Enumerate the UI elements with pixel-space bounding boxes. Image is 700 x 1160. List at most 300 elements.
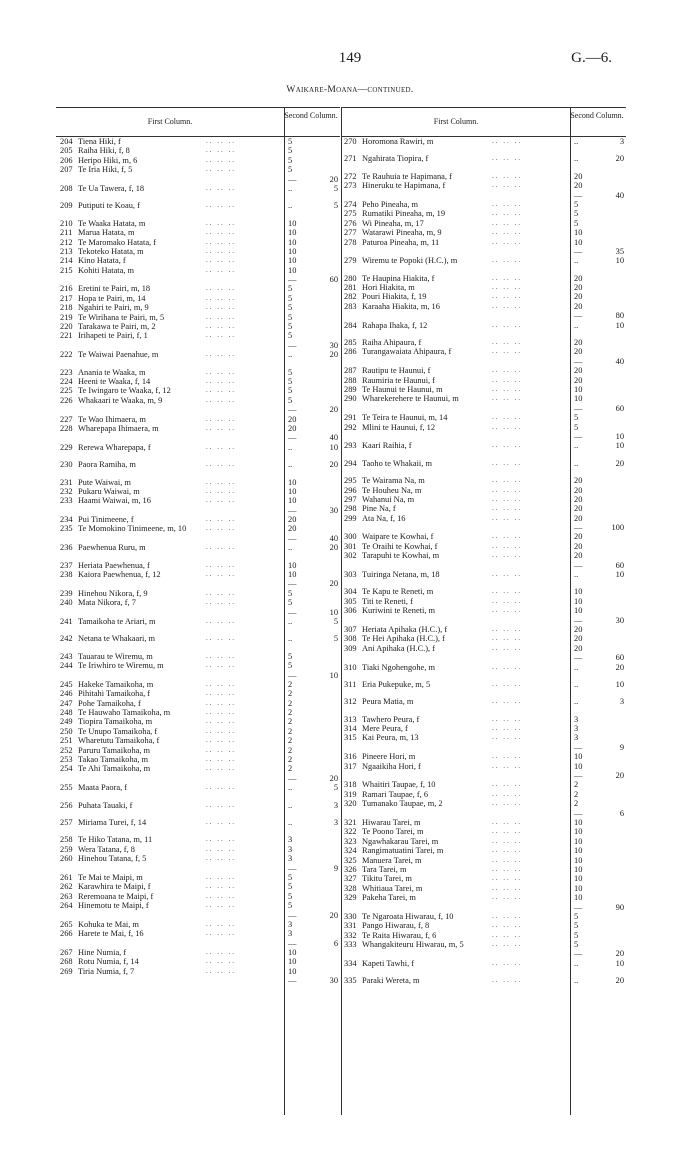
- entry-share: 5: [288, 303, 293, 313]
- group-total: 30: [329, 976, 338, 986]
- leader-dots: .. .. ..: [206, 146, 236, 155]
- table-row: [56, 294, 340, 303]
- entry-number: 291: [344, 413, 357, 423]
- entry-number: 240: [60, 598, 73, 608]
- entry-name: Hinemotu te Maipi, f: [78, 901, 149, 911]
- table-row: [56, 238, 340, 247]
- entry-share: 2: [288, 745, 293, 755]
- entry-share: ..: [574, 320, 579, 330]
- entry-name: Ani Apihaka (H.C.), f: [362, 643, 436, 653]
- leader-dots: .. .. ..: [492, 976, 522, 985]
- table-row: [342, 209, 626, 218]
- entry-share: 20: [574, 292, 583, 302]
- entry-number: 300: [344, 532, 357, 542]
- entry-number: 217: [60, 293, 73, 303]
- subtotal-row: [342, 247, 626, 256]
- leader-dots: .. .. ..: [206, 698, 236, 707]
- entry-name: Puhata Tauaki, f: [78, 800, 133, 810]
- table-row: [342, 634, 626, 643]
- table-row: [342, 154, 626, 163]
- entry-number: 226: [60, 395, 73, 405]
- group-total: 10: [615, 679, 624, 689]
- table-row: [56, 201, 340, 210]
- table-row: [342, 321, 626, 330]
- entry-number: 307: [344, 624, 357, 634]
- subtotal-rule: —: [288, 405, 297, 415]
- group-total: 100: [611, 523, 624, 533]
- entry-number: 328: [344, 883, 357, 893]
- entry-name: Tauarau te Wiremu, m: [78, 651, 153, 661]
- table-row: [342, 752, 626, 761]
- group-total: 6: [619, 808, 624, 818]
- leader-dots: .. .. ..: [206, 423, 236, 432]
- table-row: [342, 940, 626, 949]
- leader-dots: .. .. ..: [206, 201, 236, 210]
- table-row: [342, 495, 626, 504]
- table-row: [56, 699, 340, 708]
- entry-share: 5: [288, 331, 293, 341]
- spacer: [342, 672, 626, 680]
- leader-dots: .. .. ..: [206, 376, 236, 385]
- entry-number: 250: [60, 726, 73, 736]
- table-row: [56, 957, 340, 966]
- table-row: [56, 736, 340, 745]
- leader-dots: .. .. ..: [492, 893, 522, 902]
- entry-share: 2: [574, 780, 579, 790]
- spacer: [342, 146, 626, 154]
- entry-share: 20: [574, 485, 583, 495]
- group-total: 5: [333, 201, 338, 211]
- entry-share: 10: [288, 486, 297, 496]
- leader-dots: .. .. ..: [206, 844, 236, 853]
- entry-name: Takao Tamaikoha, m: [78, 755, 149, 765]
- entry-name: Wi Pineaha, m, 17: [362, 218, 424, 228]
- table-row: [56, 524, 340, 533]
- section-subtitle: Waikare-Moana—continued.: [286, 85, 414, 95]
- table-row: [342, 200, 626, 209]
- group-total: 3: [333, 800, 338, 810]
- entry-share: 10: [288, 256, 297, 266]
- table-row: [342, 818, 626, 827]
- table-row: [56, 661, 340, 670]
- leader-dots: .. .. ..: [206, 331, 236, 340]
- subtotal-row: [56, 534, 340, 543]
- entry-name: Te Hei Apihaka (H.C.), f: [362, 634, 445, 644]
- entry-name: Netana te Whakaari, m: [78, 634, 156, 644]
- table-row: [56, 350, 340, 359]
- entry-share: 3: [288, 835, 293, 845]
- entry-number: 331: [344, 921, 357, 931]
- leader-dots: .. .. ..: [206, 560, 236, 569]
- entry-number: 257: [60, 818, 73, 827]
- entry-share: ..: [574, 976, 579, 986]
- entry-share: 2: [288, 736, 293, 746]
- entry-number: 218: [60, 303, 73, 313]
- leader-dots: .. .. ..: [206, 764, 236, 773]
- entry-name: Te Haupina Hiakita, f: [362, 273, 435, 283]
- entry-name: Miriama Turei, f, 14: [78, 818, 147, 827]
- subtotal-rule: —: [574, 246, 583, 256]
- group-total: 10: [615, 570, 624, 580]
- header-first-column: First Column.: [433, 117, 479, 126]
- entry-share: ..: [574, 154, 579, 164]
- group-total: 20: [615, 458, 624, 468]
- table-row: [342, 376, 626, 385]
- leader-dots: .. .. ..: [206, 872, 236, 881]
- entry-share: 2: [288, 755, 293, 765]
- leader-dots: .. .. ..: [492, 697, 522, 706]
- entry-share: ..: [574, 697, 579, 707]
- subtotal-rule: —: [288, 174, 297, 184]
- entry-name: Te Raita Hiwarau, f, 6: [362, 930, 437, 940]
- entry-name: Tarakawa te Pairi, m, 2: [78, 322, 156, 332]
- subtotal-row: [56, 939, 340, 948]
- entry-name: Pui Tinimeene, f: [78, 515, 134, 525]
- group-total: 20: [329, 579, 338, 589]
- leader-dots: .. .. ..: [492, 958, 522, 967]
- leader-dots: .. .. ..: [206, 137, 236, 145]
- table-row: [56, 386, 340, 395]
- subtotal-rule: —: [574, 615, 583, 625]
- left-rows: [56, 137, 340, 986]
- table-row: [56, 801, 340, 810]
- entry-number: 329: [344, 893, 357, 903]
- leader-dots: .. .. ..: [206, 386, 236, 395]
- entry-share: 5: [288, 137, 293, 146]
- entry-name: Horomona Rawiri, m: [362, 137, 434, 146]
- leader-dots: .. .. ..: [206, 524, 236, 533]
- leader-dots: .. .. ..: [206, 155, 236, 164]
- entry-name: Hinehou Nikora, f, 9: [78, 588, 148, 598]
- leader-dots: .. .. ..: [492, 237, 522, 246]
- entry-name: Maata Paora, f: [78, 783, 128, 793]
- table-row: [342, 837, 626, 846]
- entry-share: 5: [288, 367, 293, 377]
- entry-number: 279: [344, 256, 357, 266]
- entry-name: Tiaki Ngohengohe, m: [362, 662, 435, 672]
- entry-share: 10: [574, 606, 583, 616]
- leader-dots: .. .. ..: [492, 494, 522, 503]
- entry-share: 2: [288, 708, 293, 718]
- entry-share: ..: [288, 800, 293, 810]
- entry-name: Te Oraihi te Kowhai, f: [362, 541, 438, 551]
- entry-number: 267: [60, 948, 73, 958]
- table-row: [56, 892, 340, 901]
- entry-name: Tuiringa Netana, m, 18: [362, 570, 440, 580]
- entry-share: 10: [574, 893, 583, 903]
- entry-share: 5: [288, 322, 293, 332]
- entry-number: 332: [344, 930, 357, 940]
- entry-share: 20: [574, 551, 583, 561]
- subtotal-row: [342, 809, 626, 818]
- entry-share: 5: [574, 940, 579, 950]
- spacer: [56, 553, 340, 561]
- leader-dots: .. .. ..: [206, 496, 236, 505]
- entry-share: ..: [574, 441, 579, 451]
- subtotal-row: [342, 616, 626, 625]
- leader-dots: .. .. ..: [492, 846, 522, 855]
- entry-share: 20: [574, 513, 583, 523]
- entry-name: Ngawhakarau Tarei, m: [362, 836, 439, 846]
- entry-name: Ramari Taupae, f, 6: [362, 789, 429, 799]
- table-row: [342, 238, 626, 247]
- entry-name: Waipare te Kowhai, f: [362, 532, 434, 542]
- entry-name: Peura Matia, m: [362, 697, 414, 707]
- entry-share: 10: [574, 384, 583, 394]
- entry-name: Kino Hatata, f: [78, 256, 126, 266]
- entry-share: 10: [288, 228, 297, 238]
- entry-share: 5: [288, 395, 293, 405]
- entry-number: 335: [344, 976, 357, 986]
- entry-number: 272: [344, 171, 357, 181]
- entry-name: Rahapa Ihaka, f, 12: [362, 320, 428, 330]
- table-row: [342, 644, 626, 653]
- entry-number: 294: [344, 458, 357, 468]
- entry-number: 235: [60, 524, 73, 534]
- leader-dots: .. .. ..: [206, 284, 236, 293]
- table-row: [342, 283, 626, 292]
- group-total: 10: [615, 441, 624, 451]
- subtotal-row: [342, 771, 626, 780]
- entry-number: 255: [60, 783, 73, 793]
- entry-name: Te Waiwai Paenahue, m: [78, 350, 159, 360]
- entry-name: Te Rauhuia te Hapimana, f: [362, 171, 452, 181]
- group-total: 5: [333, 616, 338, 626]
- group-total: 60: [615, 403, 624, 413]
- entry-number: 258: [60, 835, 73, 845]
- entry-number: 277: [344, 228, 357, 238]
- spacer: [342, 707, 626, 715]
- group-total: 60: [615, 560, 624, 570]
- leader-dots: .. .. ..: [492, 181, 522, 190]
- entry-share: 5: [288, 882, 293, 892]
- leader-dots: .. .. ..: [492, 273, 522, 282]
- table-row: [56, 313, 340, 322]
- entry-number: 311: [344, 679, 357, 689]
- leader-dots: .. .. ..: [206, 689, 236, 698]
- entry-number: 314: [344, 724, 357, 734]
- entry-share: 20: [288, 423, 297, 433]
- table-row: [342, 476, 626, 485]
- table-row: [342, 570, 626, 579]
- leader-dots: .. .. ..: [492, 714, 522, 723]
- spacer: [342, 164, 626, 172]
- table-row: [342, 912, 626, 921]
- entry-name: Te Poono Tarei, m: [362, 827, 424, 837]
- entry-number: 282: [344, 292, 357, 302]
- table-row: [56, 228, 340, 237]
- entry-number: 333: [344, 940, 357, 950]
- subtotal-rule: —: [574, 523, 583, 533]
- leader-dots: .. .. ..: [206, 303, 236, 312]
- entry-name: Raumiria te Haunui, f: [362, 375, 436, 385]
- entry-share: 5: [288, 651, 293, 661]
- entry-name: Te Iria Hiki, f, 5: [78, 165, 133, 175]
- subtotal-row: [342, 404, 626, 413]
- leader-dots: .. .. ..: [206, 515, 236, 524]
- entry-number: 286: [344, 347, 357, 357]
- table-row: [56, 854, 340, 863]
- subtotal-row: [56, 175, 340, 184]
- entry-name: Te Wao Ihimaera, m: [78, 414, 146, 424]
- table-row: [342, 680, 626, 689]
- group-total: 20: [615, 154, 624, 164]
- entry-number: 321: [344, 818, 357, 827]
- group-total: 10: [615, 320, 624, 330]
- table-row: [342, 137, 626, 146]
- table-row: [56, 967, 340, 976]
- leader-dots: .. .. ..: [206, 708, 236, 717]
- table-row: [342, 459, 626, 468]
- entry-number: 280: [344, 273, 357, 283]
- leader-dots: .. .. ..: [492, 551, 522, 560]
- entry-number: 237: [60, 560, 73, 570]
- entry-number: 288: [344, 375, 357, 385]
- table-row: [56, 443, 340, 452]
- entry-number: 248: [60, 708, 73, 718]
- entry-share: 2: [288, 689, 293, 699]
- table-row: [56, 146, 340, 155]
- entry-name: Te Unupo Tamaikoha, f: [78, 726, 158, 736]
- entry-number: 298: [344, 504, 357, 514]
- entry-name: Te Haunui te Haunui, m: [362, 384, 443, 394]
- leader-dots: .. .. ..: [206, 726, 236, 735]
- entry-number: 323: [344, 836, 357, 846]
- group-total: 35: [615, 246, 624, 256]
- entry-share: 5: [574, 422, 579, 432]
- table-row: [342, 724, 626, 733]
- subtotal-rule: —: [574, 356, 583, 366]
- leader-dots: .. .. ..: [492, 541, 522, 550]
- leader-dots: .. .. ..: [206, 854, 236, 863]
- entry-name: Pine Na, f: [362, 504, 396, 514]
- table-row: [56, 543, 340, 552]
- leader-dots: .. .. ..: [206, 901, 236, 910]
- table-row: [56, 717, 340, 726]
- group-total: 80: [615, 311, 624, 321]
- table-row: [342, 780, 626, 789]
- entry-share: 20: [574, 624, 583, 634]
- entry-number: 276: [344, 218, 357, 228]
- leader-dots: .. .. ..: [206, 183, 236, 192]
- entry-share: ..: [288, 634, 293, 644]
- entry-share: 10: [288, 246, 297, 256]
- entry-name: Eretini te Pairi, m, 18: [78, 284, 151, 294]
- entry-number: 330: [344, 911, 357, 921]
- entry-number: 297: [344, 494, 357, 504]
- group-total: 5: [333, 783, 338, 793]
- entry-name: Tekoteko Hatata, m: [78, 246, 144, 256]
- leader-dots: .. .. ..: [492, 532, 522, 541]
- entry-name: Heriata Apihaka (H.C.), f: [362, 624, 448, 634]
- table-row: [56, 284, 340, 293]
- leader-dots: .. .. ..: [206, 228, 236, 237]
- group-total: 10: [615, 431, 624, 441]
- entry-name: Wharetutu Tamaikoha, f: [78, 736, 160, 746]
- entry-name: Eria Pukepuke, m, 5: [362, 679, 431, 689]
- subtotal-rule: —: [288, 340, 297, 350]
- leader-dots: .. .. ..: [492, 199, 522, 208]
- table-row: [342, 597, 626, 606]
- entry-name: Raiha Ahipaura, f: [362, 338, 422, 348]
- left-table: [56, 107, 340, 1115]
- entry-number: 252: [60, 745, 73, 755]
- leader-dots: .. .. ..: [492, 930, 522, 939]
- table-row: [342, 921, 626, 930]
- group-total: 9: [333, 863, 338, 873]
- entry-number: 281: [344, 283, 357, 293]
- spacer: [56, 193, 340, 201]
- entry-number: 238: [60, 570, 73, 580]
- leader-dots: .. .. ..: [492, 301, 522, 310]
- table-row: [342, 625, 626, 634]
- spacer: [342, 968, 626, 976]
- leader-dots: .. .. ..: [492, 504, 522, 513]
- leader-dots: .. .. ..: [492, 911, 522, 920]
- entry-share: 10: [288, 237, 297, 247]
- entry-share: 10: [288, 948, 297, 958]
- entry-name: Paruru Tamaikoha, m: [78, 745, 151, 755]
- entry-name: Kapeti Tawhi, f: [362, 958, 415, 968]
- entry-name: Pango Hiwarau, f, 8: [362, 921, 430, 931]
- subtotal-rule: —: [288, 910, 297, 920]
- entry-name: Te Hiko Tatana, m, 11: [78, 835, 153, 845]
- entry-name: Wahanui Na, m: [362, 494, 415, 504]
- entry-share: ..: [288, 783, 293, 793]
- entry-share: ..: [574, 958, 579, 968]
- entry-name: Te Kapu te Reneti, m: [362, 587, 434, 597]
- entry-name: Putiputi te Koau, f: [78, 201, 140, 211]
- leader-dots: .. .. ..: [492, 724, 522, 733]
- entry-share: ..: [288, 460, 293, 470]
- subtotal-rule: —: [574, 771, 583, 781]
- subtotal-rule: —: [288, 533, 297, 543]
- leader-dots: .. .. ..: [492, 827, 522, 836]
- entry-number: 259: [60, 844, 73, 854]
- entry-number: 262: [60, 882, 73, 892]
- entry-share: 20: [574, 375, 583, 385]
- group-total: 30: [329, 505, 338, 515]
- table-row: [342, 542, 626, 551]
- entry-number: 324: [344, 846, 357, 856]
- subtotal-rule: —: [288, 579, 297, 589]
- entry-number: 309: [344, 643, 357, 653]
- table-row: [56, 256, 340, 265]
- entry-name: Rumatiki Pineaha, m, 19: [362, 209, 446, 219]
- table-row: [342, 172, 626, 181]
- leader-dots: .. .. ..: [206, 395, 236, 404]
- entry-name: Te Wairama Na, m: [362, 476, 425, 486]
- entry-name: Mlini te Haunui, f, 12: [362, 422, 436, 432]
- subtotal-row: [56, 774, 340, 783]
- subtotal-rule: —: [574, 949, 583, 959]
- entry-number: 263: [60, 891, 73, 901]
- entry-number: 284: [344, 320, 357, 330]
- entry-number: 234: [60, 515, 73, 525]
- table-row: [342, 256, 626, 265]
- group-total: 5: [333, 183, 338, 193]
- entry-number: 260: [60, 854, 73, 864]
- table-row: [56, 570, 340, 579]
- subtotal-rule: —: [574, 560, 583, 570]
- leader-dots: .. .. ..: [206, 218, 236, 227]
- table-row: [56, 396, 340, 405]
- entry-name: Tiopira Tamaikoha, m: [78, 717, 153, 727]
- entry-name: Te Momokino Tinimeene, m, 10: [78, 524, 187, 534]
- table-row: [56, 873, 340, 882]
- leader-dots: .. .. ..: [492, 458, 522, 467]
- table-row: [56, 266, 340, 275]
